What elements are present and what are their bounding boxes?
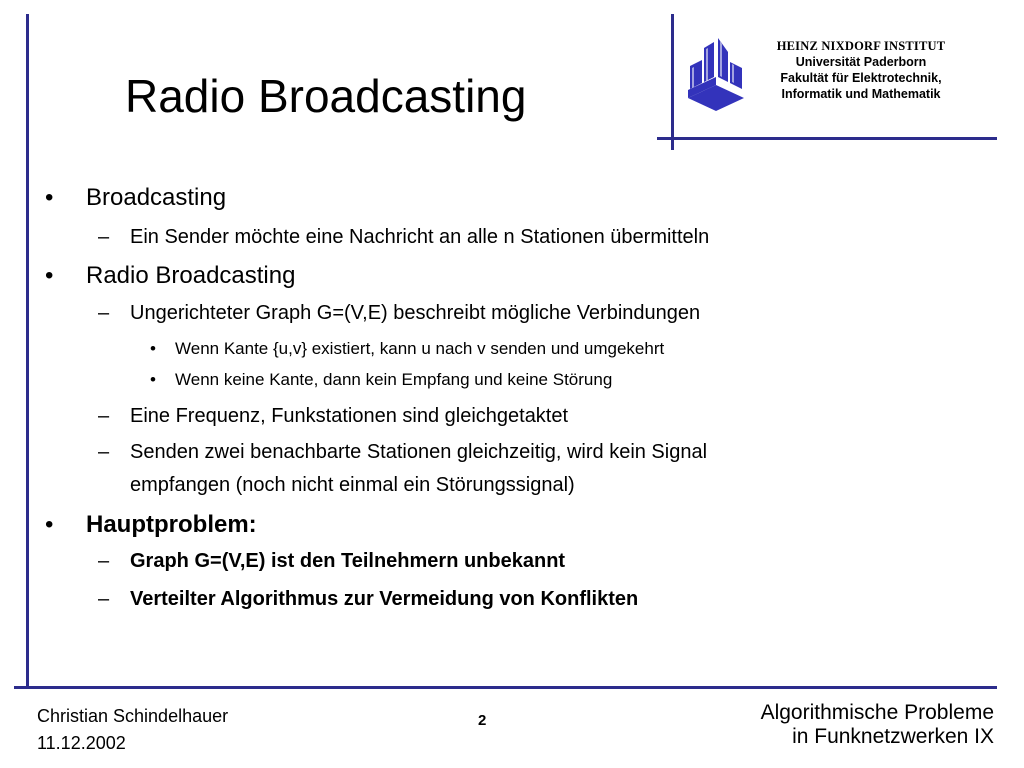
- institute-logo-icon: [686, 34, 746, 112]
- left-vertical-rule: [26, 14, 29, 686]
- bullet-marker: •: [150, 339, 156, 358]
- bullet-marker: •: [150, 370, 156, 389]
- bullet-text: Verteilter Algorithmus zur Vermeidung von Konflikten: [130, 588, 639, 610]
- footer-left: [37, 703, 228, 757]
- bullet-text: Hauptproblem:: [86, 511, 257, 538]
- footer-right: [761, 701, 994, 749]
- footer-horizontal-rule: [14, 686, 997, 689]
- bullet-marker: –: [98, 302, 110, 324]
- bullet-text-continuation: empfangen (noch nicht einmal ein Störungssignal): [130, 474, 575, 496]
- bullet-marker: –: [98, 405, 110, 427]
- bullet-text: Ein Sender möchte eine Nachricht an alle n Stationen übermitteln: [130, 226, 710, 248]
- bullet-text: Broadcasting: [86, 184, 227, 211]
- bullet-text: Graph G=(V,E) ist den Teilnehmern unbekannt: [130, 550, 566, 572]
- bullet-marker: –: [98, 550, 110, 572]
- header-vertical-rule: [671, 14, 674, 150]
- header-horizontal-rule: [657, 137, 997, 140]
- bullet-text: Ungerichteter Graph G=(V,E) beschreibt mögliche Verbindungen: [130, 302, 701, 324]
- institute-faculty-line2: Informatik und Mathematik: [781, 87, 941, 101]
- institute-name: HEINZ NIXDORF INSTITUT: [776, 39, 946, 53]
- footer-author: Christian Schindelhauer: [37, 706, 229, 726]
- slide-title: Radio Broadcasting: [125, 70, 527, 122]
- bullet-marker: •: [45, 262, 54, 289]
- footer-course-line1: Algorithmische Probleme: [760, 701, 994, 724]
- page-number: 2: [478, 712, 487, 729]
- bullet-text: Radio Broadcasting: [86, 262, 296, 289]
- bullet-marker: •: [45, 184, 54, 211]
- institute-university: Universität Paderborn: [795, 55, 927, 69]
- footer-course-line2: in Funknetzwerken IX: [792, 725, 994, 748]
- bullet-text: Wenn keine Kante, dann kein Empfang und keine Störung: [175, 370, 613, 389]
- bullet-text: Eine Frequenz, Funkstationen sind gleichgetaktet: [130, 405, 569, 427]
- bullet-text: Wenn Kante {u,v} existiert, kann u nach v senden und umgekehrt: [175, 339, 665, 358]
- bullet-text: Senden zwei benachbarte Stationen gleichzeitig, wird kein Signal: [130, 441, 708, 463]
- bullet-marker: •: [45, 511, 54, 538]
- bullet-marker: –: [98, 226, 110, 248]
- institute-block: [750, 38, 972, 102]
- bullet-marker: –: [98, 441, 110, 463]
- footer-date: 11.12.2002: [37, 733, 126, 753]
- bullet-marker: –: [98, 588, 110, 610]
- institute-faculty-line1: Fakultät für Elektrotechnik,: [780, 71, 942, 85]
